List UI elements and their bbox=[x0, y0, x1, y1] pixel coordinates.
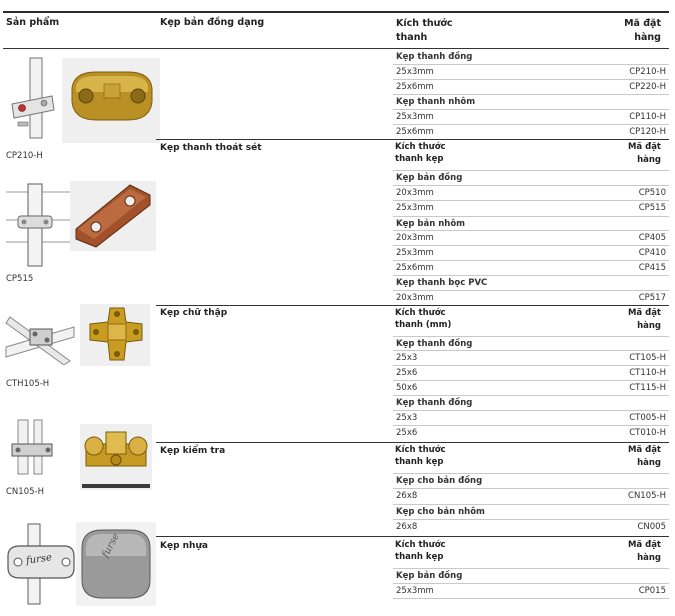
code-cell: CP220-H bbox=[629, 82, 666, 92]
code-cell: CT010-H bbox=[629, 428, 666, 438]
code-header-line1: Mã đặt bbox=[627, 142, 661, 152]
size-header-line1: Kích thước bbox=[395, 540, 446, 550]
size-cell: 25x3 bbox=[396, 353, 418, 363]
code-cell: CN005 bbox=[637, 522, 666, 532]
test-clamp-installed-illustration bbox=[4, 418, 60, 476]
table-row bbox=[393, 109, 669, 125]
code-header-line2: hàng bbox=[637, 155, 661, 165]
section-size-header bbox=[395, 141, 446, 165]
table-row bbox=[393, 425, 669, 441]
code-header-line2: hàng bbox=[637, 321, 661, 331]
code-cell: CP410 bbox=[638, 248, 666, 258]
size-cell: 25x6 bbox=[396, 368, 418, 378]
group-title: Kẹp thanh đồng bbox=[396, 398, 473, 408]
section-type-label: Kẹp chữ thập bbox=[160, 308, 228, 318]
group-title: Kẹp bản đồng bbox=[396, 571, 463, 581]
code-header-line2: hàng bbox=[637, 553, 661, 563]
size-header-line1: Kích thước bbox=[395, 142, 446, 152]
section-divider bbox=[156, 305, 669, 306]
code-cell: CP210-H bbox=[629, 67, 666, 77]
size-cell: 25x3mm bbox=[396, 203, 434, 213]
table-row bbox=[393, 395, 669, 411]
size-cell: 26x8 bbox=[396, 491, 418, 501]
size-cell: 20x3mm bbox=[396, 233, 434, 243]
code-cell: CP110-H bbox=[629, 112, 666, 122]
size-cell: 25x6 bbox=[396, 428, 418, 438]
copper-clamp-photo-1 bbox=[62, 58, 160, 143]
group-title: Kẹp thanh đồng bbox=[396, 52, 473, 62]
code-header-line1: Mã đặt bbox=[627, 540, 661, 550]
size-cell: 25x6mm bbox=[396, 127, 434, 137]
col-header-size-line1: Kích thước bbox=[396, 18, 453, 29]
section-type-label: Kẹp nhựa bbox=[160, 541, 208, 551]
table-row bbox=[393, 170, 669, 186]
size-cell: 25x3 bbox=[396, 413, 418, 423]
section-divider bbox=[156, 442, 669, 443]
section-size-header bbox=[395, 539, 446, 563]
code-cell: CP015 bbox=[638, 586, 666, 596]
section-divider bbox=[156, 139, 669, 140]
test-clamp-photo bbox=[80, 424, 152, 490]
code-cell: CT115-H bbox=[629, 383, 666, 393]
section-size-header bbox=[395, 307, 451, 331]
col-header-product: Sản phẩm bbox=[6, 17, 60, 28]
table-row bbox=[393, 473, 669, 489]
size-header-line2: thanh kẹp bbox=[395, 552, 444, 562]
table-row bbox=[393, 50, 669, 65]
table-row bbox=[393, 519, 669, 535]
code-cell: CT110-H bbox=[629, 368, 666, 378]
section-code-header bbox=[628, 539, 661, 565]
group-title: Kẹp thanh nhôm bbox=[396, 97, 476, 107]
size-cell: 25x3mm bbox=[396, 112, 434, 122]
table-row bbox=[393, 488, 669, 504]
code-header-line2: hàng bbox=[637, 458, 661, 468]
code-cell: CP515 bbox=[638, 203, 666, 213]
size-cell: 25x6mm bbox=[396, 263, 434, 273]
col-header-code bbox=[624, 17, 661, 45]
table-row bbox=[393, 200, 669, 216]
table-row bbox=[393, 350, 669, 366]
size-cell: 26x8 bbox=[396, 522, 418, 532]
furse-logo-label: furse bbox=[25, 552, 53, 567]
group-title: Kẹp thanh bọc PVC bbox=[396, 278, 488, 288]
section-divider bbox=[156, 536, 669, 537]
col-header-size-line2: thanh bbox=[396, 32, 428, 43]
code-cell: CT005-H bbox=[629, 413, 666, 423]
product-code-label: CP210-H bbox=[6, 151, 43, 161]
table-row bbox=[393, 410, 669, 426]
table-row bbox=[393, 245, 669, 261]
section-code-header bbox=[628, 444, 661, 470]
size-cell: 20x3mm bbox=[396, 293, 434, 303]
table-row bbox=[393, 568, 669, 584]
table-row bbox=[393, 504, 669, 520]
table-row bbox=[393, 185, 669, 201]
product-code-label: CN105-H bbox=[6, 487, 44, 497]
clamp-installed-illustration-1 bbox=[4, 56, 60, 140]
size-cell: 25x3mm bbox=[396, 248, 434, 258]
size-header-line1: Kích thước bbox=[395, 445, 446, 455]
table-row bbox=[393, 79, 669, 95]
table-row bbox=[393, 64, 669, 80]
table-row bbox=[393, 230, 669, 246]
section-type-label: Kẹp kiểm tra bbox=[160, 446, 226, 456]
copper-strap-clamp-photo bbox=[70, 181, 156, 251]
code-cell: CP517 bbox=[638, 293, 666, 303]
size-cell: 20x3mm bbox=[396, 188, 434, 198]
size-header-line2: thanh kẹp bbox=[395, 457, 444, 467]
furse-logo-photo: furse bbox=[100, 531, 122, 560]
code-header-line1: Mã đặt bbox=[627, 445, 661, 455]
product-code-label: CTH105-H bbox=[6, 379, 50, 389]
clamp-installed-illustration-2 bbox=[4, 180, 72, 268]
size-cell: 25x3mm bbox=[396, 67, 434, 77]
size-header-line1: Kích thước bbox=[395, 308, 446, 318]
code-cell: CP120-H bbox=[629, 127, 666, 137]
group-title: Kẹp cho bản nhôm bbox=[396, 507, 485, 517]
col-header-size bbox=[396, 17, 453, 45]
group-title: Kẹp bản đồng bbox=[396, 173, 463, 183]
group-title: Kẹp bản nhôm bbox=[396, 219, 466, 229]
section-type-label: Kẹp thanh thoát sét bbox=[160, 143, 262, 153]
code-cell: CP405 bbox=[638, 233, 666, 243]
section-divider bbox=[3, 48, 669, 49]
code-cell: CP510 bbox=[638, 188, 666, 198]
table-row bbox=[393, 290, 669, 306]
group-title: Kẹp cho bản đồng bbox=[396, 476, 483, 486]
size-header-line2: thanh (mm) bbox=[395, 320, 452, 330]
table-row bbox=[393, 260, 669, 276]
section-code-header bbox=[628, 307, 661, 333]
size-header-line2: thanh kẹp bbox=[395, 154, 444, 164]
col-header-code-line1: Mã đặt bbox=[624, 18, 661, 29]
size-cell: 50x6 bbox=[396, 383, 418, 393]
code-cell: CT105-H bbox=[629, 353, 666, 363]
product-code-label: CP515 bbox=[6, 274, 34, 284]
code-cell: CN105-H bbox=[628, 491, 666, 501]
table-row bbox=[393, 365, 669, 381]
section-size-header bbox=[395, 444, 446, 468]
table-row bbox=[393, 583, 669, 599]
table-bottom-rule bbox=[393, 598, 669, 599]
table-row bbox=[393, 380, 669, 396]
section-code-header bbox=[628, 141, 661, 167]
col-header-type: Kẹp bản đồng dạng bbox=[160, 17, 265, 28]
code-header-line1: Mã đặt bbox=[627, 308, 661, 318]
table-row bbox=[393, 94, 669, 110]
table-row bbox=[393, 275, 669, 291]
size-cell: 25x3mm bbox=[396, 586, 434, 596]
header-top-rule bbox=[3, 11, 669, 13]
group-title: Kẹp thanh đồng bbox=[396, 339, 473, 349]
cross-clamp-installed-illustration bbox=[4, 303, 76, 365]
size-cell: 25x6mm bbox=[396, 82, 434, 92]
table-row bbox=[393, 124, 669, 140]
cross-clamp-photo bbox=[80, 304, 150, 366]
col-header-code-line2: hàng bbox=[634, 32, 661, 43]
code-cell: CP415 bbox=[638, 263, 666, 273]
